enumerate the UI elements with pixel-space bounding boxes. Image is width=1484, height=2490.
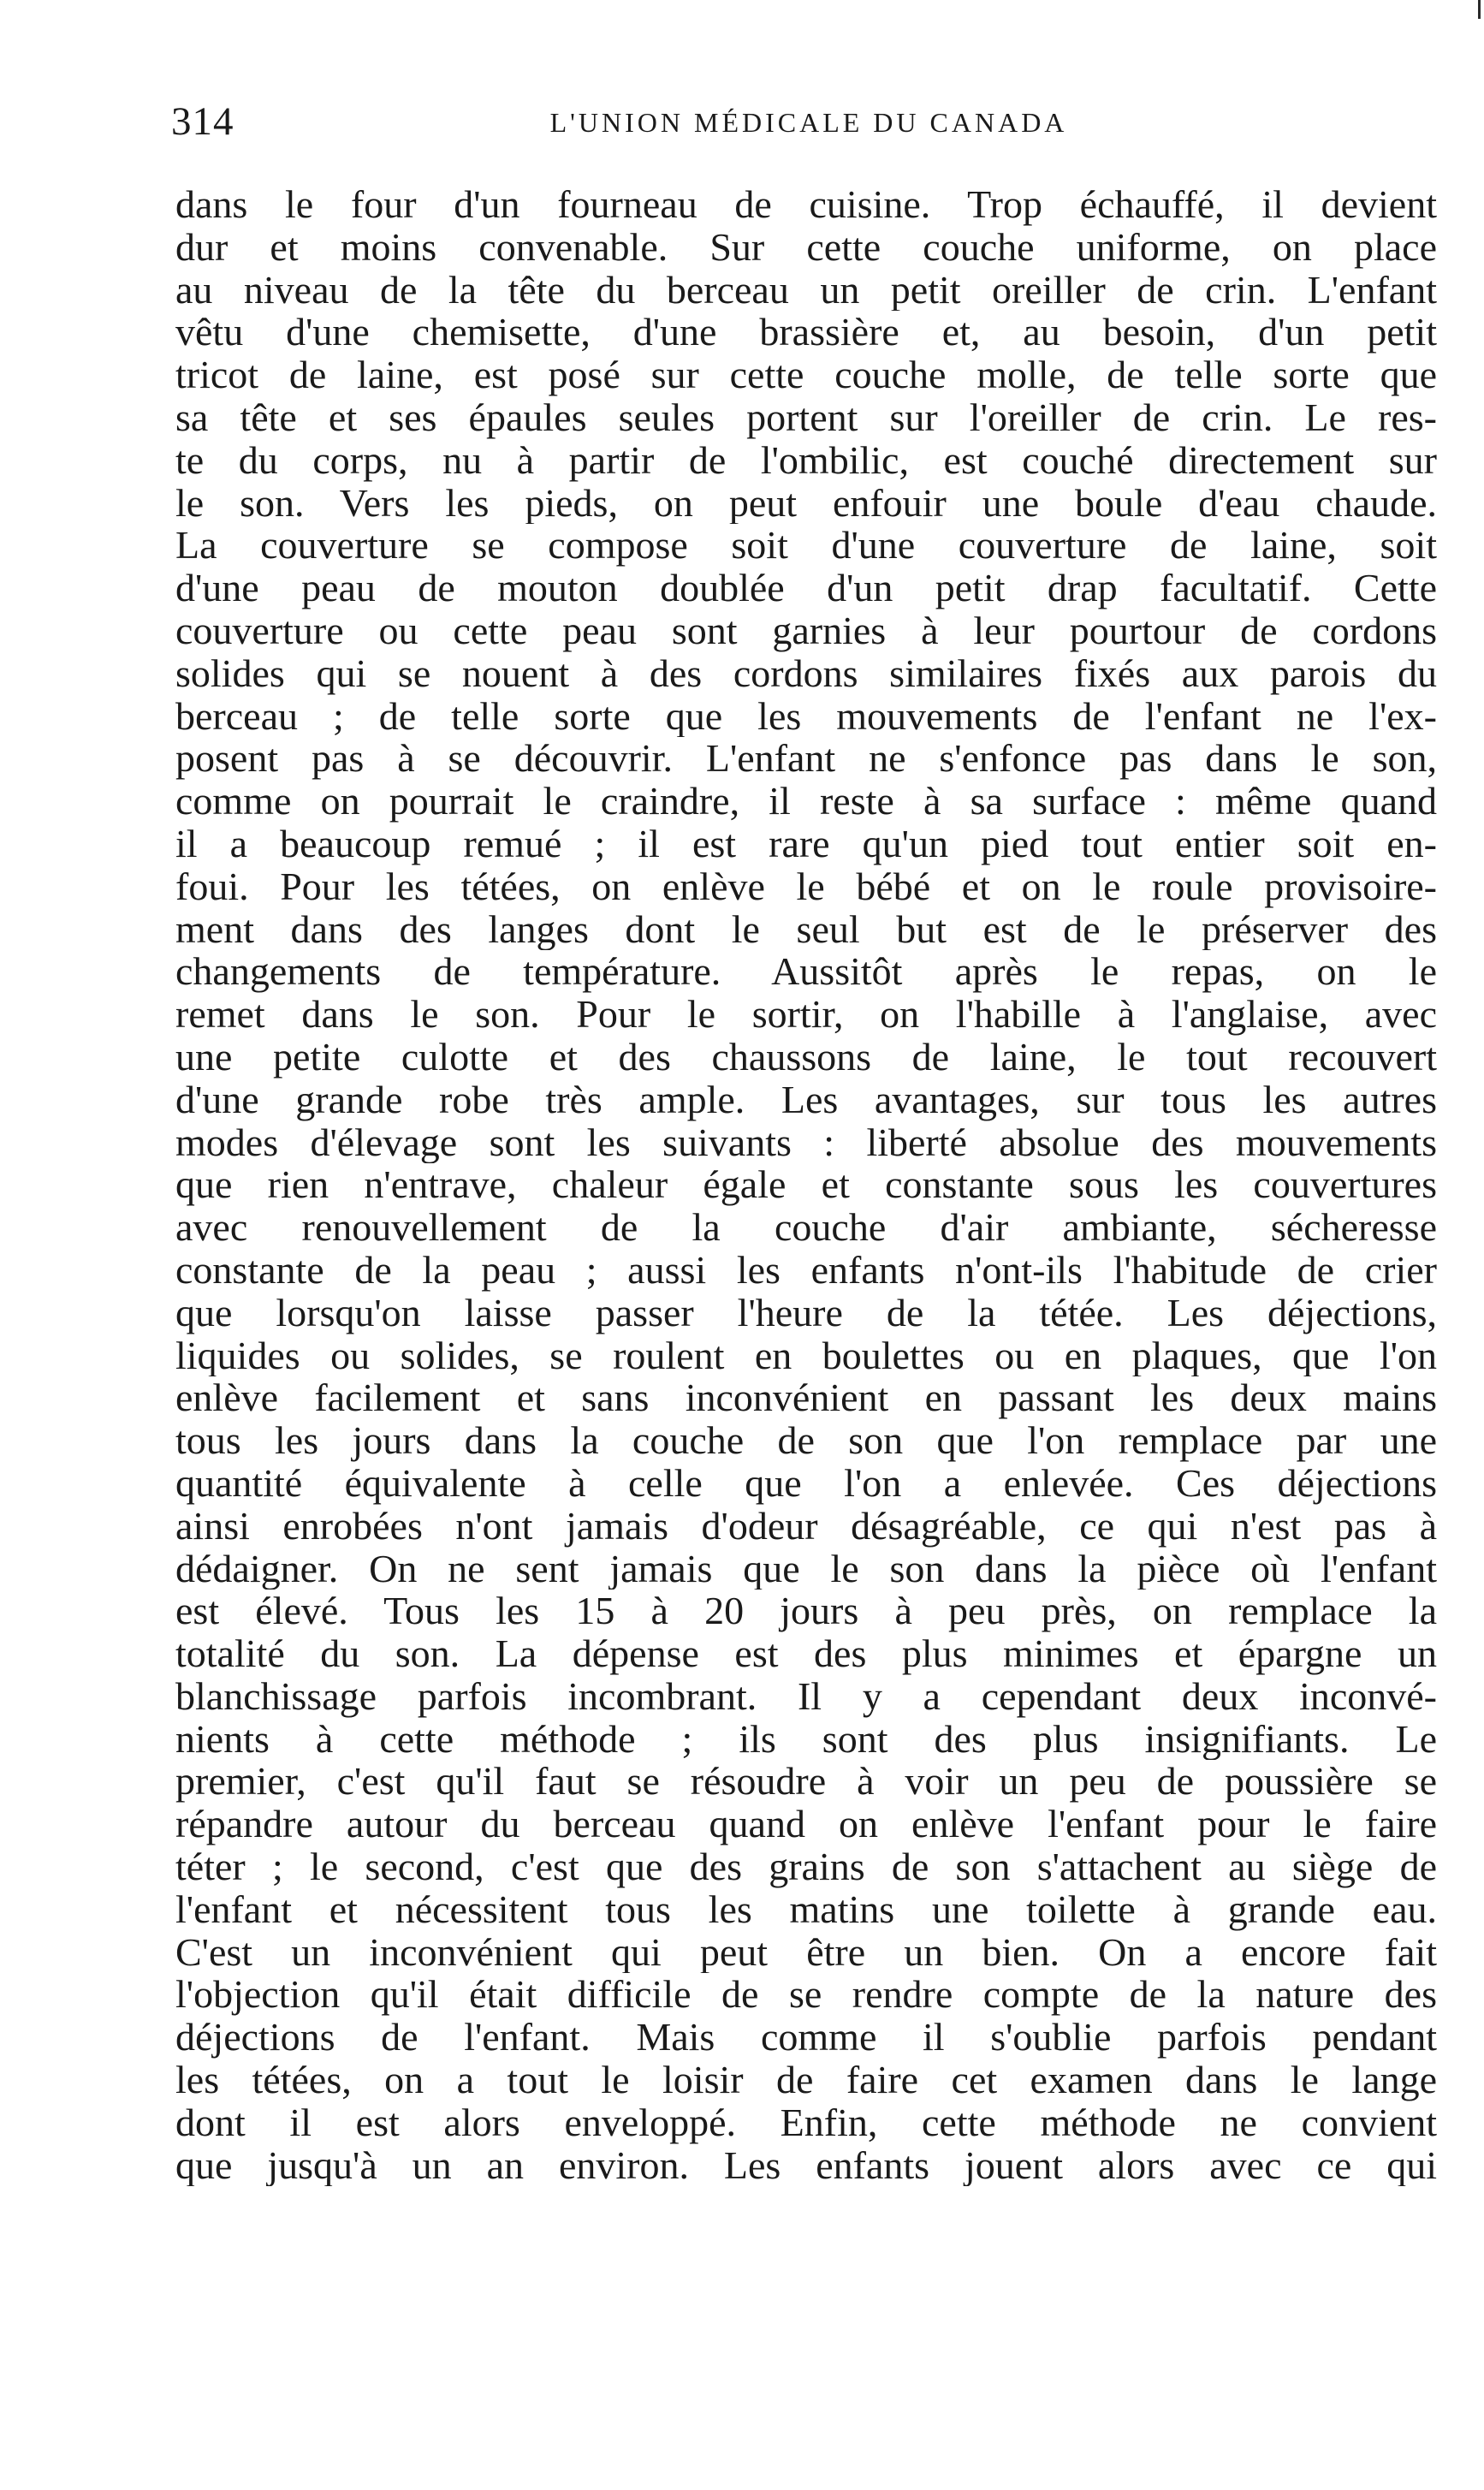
text-line: remet dans le son. Pour le sortir, on l'habille à l'anglaise, avec — [175, 993, 1437, 1036]
text-line: totalité du son. La dépense est des plus minimes et épargne un — [175, 1632, 1437, 1675]
text-line: l'objection qu'il était difficile de se rendre compte de la nature des — [175, 1973, 1437, 2017]
text-line: d'une grande robe très ample. Les avantages, sur tous les autres — [175, 1078, 1437, 1121]
text-line: constante de la peau ; aussi les enfants n'ont-ils l'habitude de crier — [175, 1248, 1437, 1292]
text-line: tricot de laine, est posé sur cette couche molle, de telle sorte que — [175, 354, 1437, 396]
page-header — [171, 96, 1446, 147]
margin-mark — [1478, 0, 1481, 19]
text-line: premier, c'est qu'il faut se résoudre à voir un peu de poussière se — [175, 1760, 1437, 1804]
text-line: sa tête et ses épaules seules portent sur l'oreiller de crin. Le res- — [175, 395, 1437, 439]
text-line: dédaigner. On ne sent jamais que le son dans la pièce où l'enfant — [175, 1547, 1437, 1590]
text-line: téter ; le second, c'est que des grains de son s'attachent au siège de — [175, 1845, 1437, 1888]
body-text — [175, 183, 1437, 2186]
text-line: dont il est alors enveloppé. Enfin, cette méthode ne convient — [175, 2101, 1437, 2144]
text-line: dur et moins convenable. Sur cette couche uniforme, on place — [175, 225, 1437, 269]
text-line: nients à cette méthode ; ils sont des plus insignifiants. Le — [175, 1717, 1437, 1761]
page-number: 314 — [171, 99, 234, 144]
text-line: les tétées, on a tout le loisir de faire cet examen dans le lange — [175, 2059, 1437, 2101]
text-line: enlève facilement et sans inconvénient en passant les deux mains — [175, 1376, 1437, 1420]
text-line: solides qui se nouent à des cordons similaires fixés aux parois du — [175, 651, 1437, 695]
text-line: est élevé. Tous les 15 à 20 jours à peu près, on remplace la — [175, 1590, 1437, 1633]
text-line: C'est un inconvénient qui peut être un bien. On a encore fait — [175, 1930, 1437, 1974]
text-line: déjections de l'enfant. Mais comme il s'oublie parfois pendant — [175, 2016, 1437, 2059]
text-line: une petite culotte et des chaussons de laine, le tout recouvert — [175, 1035, 1437, 1079]
text-line: que lorsqu'on laisse passer l'heure de la tétée. Les déjections, — [175, 1291, 1437, 1334]
text-line: ment dans des langes dont le seul but est de le préserver des — [175, 907, 1437, 951]
text-line: modes d'élevage sont les suivants : liberté absolue des mouvements — [175, 1120, 1437, 1164]
text-line: il a beaucoup remué ; il est rare qu'un pied tout entier soit en- — [175, 822, 1437, 865]
text-line: comme on pourrait le craindre, il reste à sa surface : même quand — [175, 780, 1437, 823]
text-line: avec renouvellement de la couche d'air ambiante, sécheresse — [175, 1206, 1437, 1249]
text-line: répandre autour du berceau quand on enlève l'enfant pour le faire — [175, 1803, 1437, 1846]
text-line: ainsi enrobées n'ont jamais d'odeur désagréable, ce qui n'est pas à — [175, 1504, 1437, 1548]
text-line: le son. Vers les pieds, on peut enfouir une boule d'eau chaude. — [175, 481, 1437, 525]
text-line: au niveau de la tête du berceau un petit oreiller de crin. L'enfant — [175, 268, 1437, 312]
text-line: que jusqu'à un an environ. Les enfants jouent alors avec ce qui — [175, 2143, 1437, 2187]
text-line: que rien n'entrave, chaleur égale et constante sous les couvertures — [175, 1163, 1437, 1207]
text-line: tous les jours dans la couche de son que l'on remplace par une — [175, 1419, 1437, 1462]
text-line: d'une peau de mouton doublée d'un petit drap facultatif. Cette — [175, 567, 1437, 609]
text-line: l'enfant et nécessitent tous les matins une toilette à grande eau. — [175, 1887, 1437, 1931]
text-line: te du corps, nu à partir de l'ombilic, est couché directement sur — [175, 438, 1437, 482]
text-line: vêtu d'une chemisette, d'une brassière et, au besoin, d'un petit — [175, 311, 1437, 354]
text-line: La couverture se compose soit d'une couverture de laine, soit — [175, 524, 1437, 568]
text-line: posent pas à se découvrir. L'enfant ne s'enfonce pas dans le son, — [175, 737, 1437, 781]
text-line: blanchissage parfois incombrant. Il y a cependant deux inconvé- — [175, 1674, 1437, 1718]
text-line: changements de température. Aussitôt après le repas, on le — [175, 950, 1437, 994]
text-line: berceau ; de telle sorte que les mouvements de l'enfant ne l'ex- — [175, 694, 1437, 738]
text-line: couverture ou cette peau sont garnies à leur pourtour de cordons — [175, 609, 1437, 652]
text-line: quantité équivalente à celle que l'on a enlevée. Ces déjections — [175, 1461, 1437, 1505]
text-line: dans le four d'un fourneau de cuisine. Trop échauffé, il devient — [175, 183, 1437, 226]
text-line: liquides ou solides, se roulent en boulettes ou en plaques, que l'on — [175, 1334, 1437, 1377]
text-line: foui. Pour les tétées, on enlève le bébé et on le roule provisoire- — [175, 865, 1437, 908]
running-title: L'UNION MÉDICALE DU CANADA — [549, 107, 1068, 138]
